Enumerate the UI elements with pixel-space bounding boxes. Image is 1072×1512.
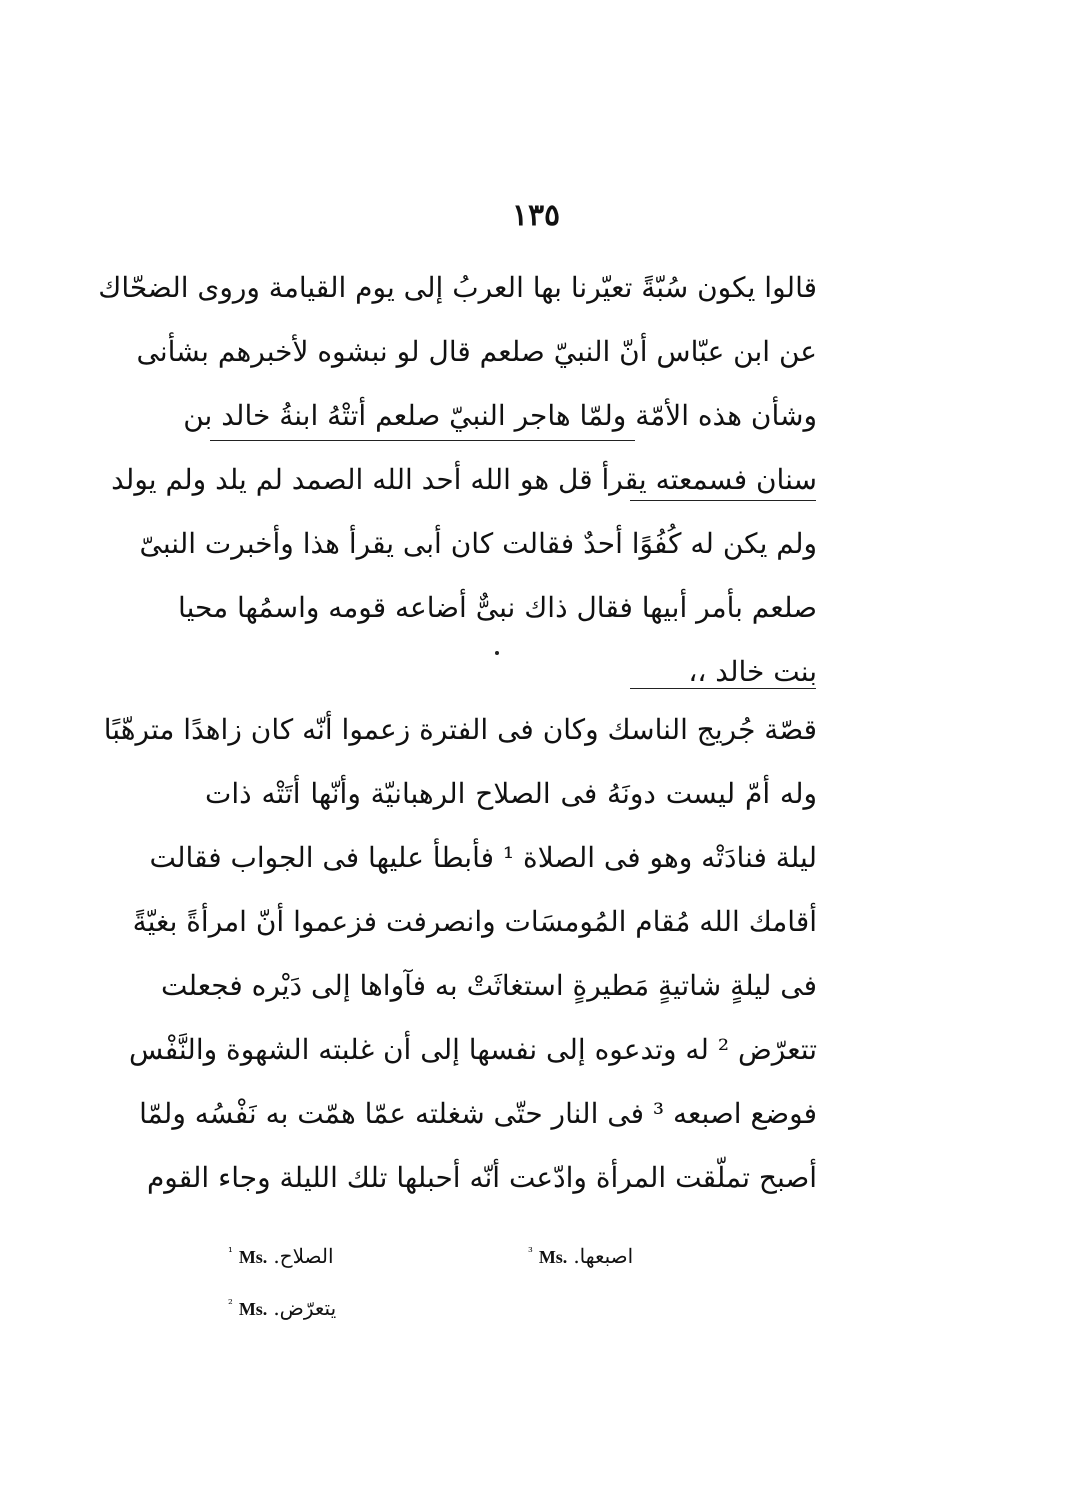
footnote-number: ³ [528,1245,533,1259]
text-line: فوضع اصبعه ³ فى النار حتّى شغلته عمّا همّت به نَفْسُه ولمّا [139,1097,817,1130]
text-line: فى ليلةٍ شاتيةٍ مَطيرةٍ استغاثَتْ به فآواها إلى دَيْره فجعلت [161,969,817,1002]
text-line: أصبح تملّقت المرأة وادّعت أنّه أحبلها تلك الليلة وجاء القوم [146,1161,817,1194]
footnote-text: يتعرّض. [273,1296,337,1320]
text-line: ليلة فنادَتْه وهو فى الصلاة ¹ فأبطأ عليها فى الجواب فقالت [149,841,817,874]
text-line: تتعرّض ² له وتدعوه إلى نفسها إلى أن غلبته الشهوة والنَّفْس [129,1033,817,1066]
footnote-ms-label: Ms. [238,1299,268,1319]
text-line: وشأن هذه الأمّة ولمّا هاجر النبيّ صلعم أتتْهُ ابنةُ خالد بن [183,399,817,432]
footnote-ms-label: Ms. [538,1247,568,1267]
text-line: ولم يكن له كُفُوًا أحدٌ فقالت كان أبى يقرأ هذا وأخبرت النبىّ [139,527,817,560]
footnote-3 [528,1232,633,1278]
quote-rule-bottom [630,688,816,689]
footnote-text: اصبعها. [573,1244,634,1268]
text-line: قصّة جُريج الناسك وكان فى الفترة زعموا أنّه كان زاهدًا مترهّبًا [103,713,817,746]
footnote-1 [228,1232,334,1278]
text-line: بنت خالد ،، [688,655,817,688]
page-number: ١٣٥ [511,198,561,233]
footnote-number: ² [228,1297,233,1311]
paragraph-1 [98,256,817,704]
stray-dot-mark [495,651,499,655]
text-line: أقامك الله مُقام المُومسَات وانصرفت فزعموا أنّ امرأةً بغيّةً [132,905,817,938]
paragraph-2 [103,698,817,1210]
text-line: صلعم بأمر أبيها فقال ذاك نبىٌّ أضاعه قومه واسمُها محيا [178,591,817,624]
footnote-ms-label: Ms. [238,1247,268,1267]
footnote-2 [228,1284,336,1330]
quote-rule-top [210,440,635,441]
quote-rule-middle [630,500,816,501]
text-line: سنان فسمعته يقرأ قل هو الله أحد الله الصمد لم يلد ولم يولد [111,463,817,496]
footnote-number: ¹ [228,1245,233,1259]
text-line: قالوا يكون سُبّةً تعيّرنا بها العربُ إلى يوم القيامة وروى الضحّاك [98,271,817,304]
text-line: عن ابن عبّاس أنّ النبيّ صلعم قال لو نبشوه لأخبرهم بشأنى [136,335,817,368]
text-line: وله أمّ ليست دونَهُ فى الصلاح الرهبانيّة وأنّها أتَتْه ذات [205,777,817,810]
footnote-text: الصلاح. [273,1244,334,1268]
